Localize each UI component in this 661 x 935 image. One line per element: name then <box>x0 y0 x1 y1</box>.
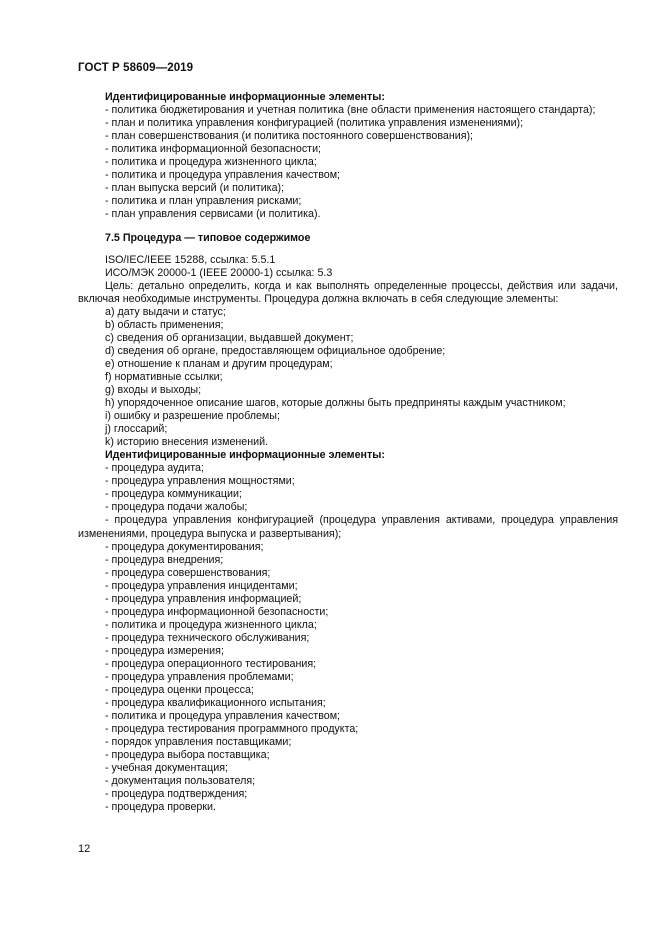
list-item: - план совершенствования (и политика постоянного совершенствования); <box>105 130 474 143</box>
list-item: c) сведения об организации, выдавшей документ; <box>105 331 354 344</box>
list-item: - учебная документация; <box>105 762 228 775</box>
list-item: - процедура управления мощностями; <box>105 475 295 488</box>
list-item: - план управления сервисами (и политика). <box>105 208 321 221</box>
list-item: - процедура аудита; <box>105 462 204 475</box>
list-item: - процедура квалификационного испытания; <box>105 697 326 710</box>
list-item: - процедура технического обслуживания; <box>105 631 310 644</box>
list-item: - процедура коммуникации; <box>105 488 242 501</box>
procedure-elements-list <box>78 306 618 450</box>
list-item: - процедура проверки. <box>105 801 216 814</box>
list-item: - политика и процедура жизненного цикла; <box>105 618 317 631</box>
page-number: 12 <box>78 843 91 855</box>
list-item: a) дату выдачи и статус; <box>105 305 226 318</box>
list-item: - политика бюджетирования и учетная политика (вне области применения настоящего стандарта); <box>105 104 596 117</box>
list-item: - процедура выбора поставщика; <box>105 749 270 762</box>
list-item: - процедура операционного тестирования; <box>105 657 317 670</box>
list-item: - процедура документирования; <box>105 540 264 553</box>
list-item: - процедура измерения; <box>105 644 224 657</box>
list-item: k) историю внесения изменений. <box>105 436 269 449</box>
list-item: - политика и план управления рисками; <box>105 195 302 208</box>
list-item: g) входы и выходы; <box>105 383 202 396</box>
list-item: - документация пользователя; <box>105 775 256 788</box>
info-elements-list <box>78 462 618 514</box>
list-item: - процедура управления конфигурацией (процедура управления активами, процедура управления изменениями, процедура выпуска и развертывания); <box>78 514 618 540</box>
info-elements-heading: Идентифицированные информационные элементы: <box>105 449 385 462</box>
list-item: e) отношение к планам и другим процедурам; <box>105 357 333 370</box>
info-elements-list <box>78 541 618 815</box>
list-item: - процедура информационной безопасности; <box>105 605 329 618</box>
list-item: - процедура управления проблемами; <box>105 671 294 684</box>
list-item: b) область применения; <box>105 318 224 331</box>
list-item: - процедура тестирования программного продукта; <box>105 723 359 736</box>
list-item: - политика информационной безопасности; <box>105 143 322 156</box>
list-item: f) нормативные ссылки; <box>105 370 223 383</box>
list-item: h) упорядоченное описание шагов, которые должны быть предприняты каждым участником; <box>105 397 566 410</box>
list-item: - политика и процедура управления качеством; <box>105 710 341 723</box>
list-item: - процедура оценки процесса; <box>105 684 254 697</box>
list-item: - порядок управления поставщиками; <box>105 736 292 749</box>
list-item: d) сведения об органе, предоставляющем официальное одобрение; <box>105 344 446 357</box>
purpose-paragraph: Цель: детально определить, когда и как выполнять определенные процессы, действия или задачи, включая необходимые инструменты. Процедура должна включать в себя следующие элементы: <box>78 279 618 305</box>
info-elements-heading: Идентифицированные информационные элементы: <box>105 91 385 103</box>
list-item: - процедура управления информацией; <box>105 592 302 605</box>
list-item: - процедура подтверждения; <box>105 788 248 801</box>
section-title: 7.5 Процедура — типовое содержимое <box>105 232 311 245</box>
list-item: - процедура совершенствования; <box>105 566 271 579</box>
list-item: - план и политика управления конфигурацией (политика управления изменениями); <box>105 117 524 130</box>
reference-line: ISO/IEC/IEEE 15288, ссылка: 5.5.1 <box>105 253 276 266</box>
list-item: - план выпуска версий (и политика); <box>105 182 285 195</box>
list-item: i) ошибку и разрешение проблемы; <box>105 410 280 423</box>
list-item: - политика и процедура управления качеством; <box>105 169 341 182</box>
info-elements-list <box>78 104 618 221</box>
document-body <box>78 91 618 815</box>
reference-line: ИСО/МЭК 20000-1 (IEEE 20000-1) ссылка: 5.3 <box>105 266 333 279</box>
list-item: j) глоссарий; <box>105 423 168 436</box>
document-header: ГОСТ Р 58609—2019 <box>78 62 194 74</box>
list-item: - процедура управления инцидентами; <box>105 579 298 592</box>
list-item: - процедура подачи жалобы; <box>105 501 248 514</box>
list-item: - процедура внедрения; <box>105 553 224 566</box>
list-item: - политика и процедура жизненного цикла; <box>105 156 317 169</box>
